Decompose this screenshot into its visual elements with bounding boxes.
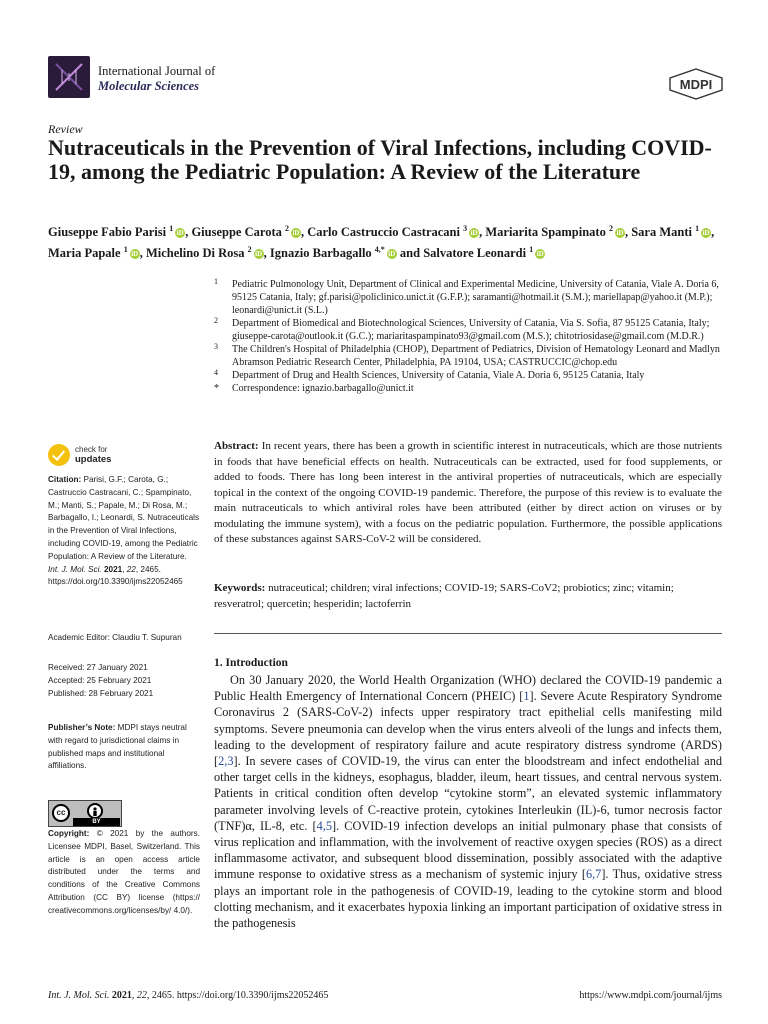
section-divider: [214, 633, 722, 634]
citation-block: Citation: Parisi, G.F.; Carota, G.; Castruccio Castracani, C.; Spampinato, M.; Manti, S.; Papale, M.; Di Rosa, M.; Barbagallo, I.; Leonardi, S. Nutraceuticals in the Prevention of Viral Infections, including COVID-19, among the Pediatric Population: A Review of the Literature. Int. J. Mol. Sci. 2021, 22, 2465. https://doi.org/10.3390/ijms22052465: [48, 475, 200, 587]
affiliation-item: [214, 317, 734, 343]
author-affiliation-number: 1: [169, 224, 174, 233]
author-name[interactable]: Michelino Di Rosa $^2$iD: [145, 245, 263, 261]
affiliation-item: [214, 382, 734, 395]
citation-reference-link[interactable]: 6,7: [585, 867, 602, 882]
attribution-person-icon: [87, 803, 103, 819]
author-affiliation-number: 2: [247, 245, 252, 255]
footer-citation: Int. J. Mol. Sci. 2021, 22, 2465. https://doi.org/10.3390/ijms22052465: [48, 990, 329, 1001]
author-list: Giuseppe Fabio Parisi $^1$iD , Giuseppe Carota $^2$iD , Carlo Castruccio Castracani $^3$iD , Mariarita Spampinato $^2$iD , Sara Manti $^1$iD , Maria Papale $^1$iD , Michelino Di Rosa $^2$iD , Ignazio Barbagallo $^{4,*}$iD and Salvatore Leonardi $^1$iD: [48, 224, 715, 261]
author-name[interactable]: Ignazio Barbagallo $^{4,*}$iD: [269, 245, 396, 261]
received-date: Received: 27 January 2021: [48, 663, 148, 672]
published-date: Published: 28 February 2021: [48, 688, 154, 698]
check-updates-line1: check for: [75, 445, 108, 454]
footer-journal: Int. J. Mol. Sci.: [48, 990, 110, 1001]
copyright-label: Copyright:: [48, 829, 90, 838]
author-name[interactable]: Maria Papale $^1$iD: [48, 245, 139, 261]
affiliation-number: 2: [214, 316, 218, 325]
affiliation-number: 1: [214, 277, 218, 286]
orcid-icon[interactable]: iD: [292, 229, 300, 238]
keywords-text: nutraceutical; children; viral infections; COVID-19; SARS-CoV2; probiotics; zinc; vitamin; resveratrol; quercetin; hesperidin; lactoferrin: [214, 582, 674, 610]
accepted-date: Accepted: 25 February 2021: [48, 675, 152, 685]
footer-doi[interactable]: , 2465. https://doi.org/10.3390/ijms22052465: [146, 990, 329, 1001]
orcid-icon[interactable]: iD: [131, 250, 139, 259]
publishers-note-label: Publisher’s Note:: [48, 723, 116, 732]
author-affiliation-number: 2: [608, 224, 613, 233]
orcid-icon[interactable]: iD: [536, 250, 544, 259]
author-affiliation-number: 3: [463, 224, 468, 233]
cc-icon: cc: [52, 804, 70, 822]
author-affiliation-number: 4,*: [374, 245, 385, 255]
affiliations: [214, 278, 734, 395]
check-updates-icon: [48, 444, 70, 466]
citation-journal: Int. J. Mol. Sci.: [48, 564, 102, 574]
author-affiliation-number: 1: [695, 224, 700, 233]
author-affiliation-number: 1: [123, 245, 128, 255]
section-heading-introduction: 1. Introduction: [214, 657, 288, 669]
abstract-label: Abstract:: [214, 440, 259, 452]
publishers-note-text: MDPI stays neutral with regard to jurisdictional claims in published maps and institutional affiliations.: [48, 723, 187, 771]
author-name[interactable]: Giuseppe Carota $^2$iD: [191, 224, 300, 240]
affiliation-text: Correspondence: ignazio.barbagallo@unict.it: [232, 383, 414, 394]
journal-name-line2: Molecular Sciences: [98, 79, 200, 93]
affiliation-item: [214, 369, 734, 382]
affiliation-text: Pediatric Pulmonology Unit, Department of Clinical and Experimental Medicine, University of Catania, Viale A. Doria 6, 95125 Catania, Italy; gf.parisi@policlinico.unict.it (G.F.P.); saramanti@hotmail.it (S.M.); mariellapap@yahoo.it (M.P.); leonardi@unict.it (S.L.): [232, 279, 719, 316]
citation-year: 2021: [103, 564, 123, 574]
academic-editor: Academic Editor: Claudiu T. Supuran: [48, 633, 182, 642]
citation-label: Citation:: [48, 475, 82, 484]
abstract: [214, 439, 722, 548]
footer-volume: 22: [136, 990, 147, 1001]
author-name[interactable]: Mariarita Spampinato $^2$iD: [485, 224, 624, 240]
affiliation-text: The Children's Hospital of Philadelphia (CHOP), Department of Pediatrics, Division of Hematology Leonard and Madlyn Abramson Pediatric Research Center, Philadelphia, PA 19104, USA; CASTRUCCIC@chop.edu: [232, 344, 720, 368]
orcid-icon[interactable]: iD: [616, 229, 624, 238]
journal-name-line1: International Journal of: [98, 64, 216, 78]
author-affiliation-number: 1: [529, 245, 534, 255]
footer-journal-url[interactable]: https://www.mdpi.com/journal/ijms: [579, 990, 722, 1001]
publishers-note: [48, 722, 200, 773]
affiliation-text: Department of Biomedical and Biotechnological Sciences, University of Catania, Via S. Sofia, 87 95125 Catania, Italy; giuseppe-carota@outlook.it (G.C.); mariaritaspampinato93@gmail.com (M.S.); chitotriosidase@gmail.com (M.D.R.): [232, 318, 710, 342]
citation-reference-link[interactable]: 1: [523, 689, 530, 704]
citation-reference-link[interactable]: 2,3: [218, 754, 234, 769]
cc-by-license-logo[interactable]: [48, 800, 122, 827]
orcid-icon[interactable]: iD: [388, 250, 396, 259]
check-updates-line2: updates: [75, 454, 112, 465]
abstract-text: In recent years, there has been a growth in scientific interest in nutraceuticals, which are those nutrients in foods that have beneficial effects on health. Nutraceuticals can be extracted, used for food supplements, or added to foods. There has long been interest in the antiviral properties of nutraceuticals, which are especially topical in the context of the ongoing COVID-19 pandemic. Therefore, the purpose of this review is to evaluate the main nutraceuticals to which antiviral roles have been attributed (either by direct action on viruses or by modulating the immune system), with a focus on the pediatric population. Furthermore, the possible applications of these substances against SARS-CoV-2 will be considered.: [214, 440, 722, 545]
affiliation-item: [214, 343, 734, 369]
citation-volume: 22: [126, 564, 136, 574]
check-for-updates-badge[interactable]: [48, 444, 168, 470]
citation-text: Parisi, G.F.; Carota, G.; Castruccio Castracani, C.; Spampinato, M.; Manti, S.; Papale, M.; Di Rosa, M.; Barbagallo, I.; Leonardi, S. Nutraceuticals in the Prevention of Viral Infections, including COVID-19, among the Pediatric Population: A Review of the Literature.: [48, 475, 200, 561]
article-title: Nutraceuticals in the Prevention of Viral Infections, including COVID-19, among the Pediatric Population: A Review of the Literature: [48, 135, 712, 184]
copyright-text: © 2021 by the authors. Licensee MDPI, Basel, Switzerland. This article is an open access article distributed under the terms and conditions of the Creative Commons Attribution (CC BY) license (https:// creativecommons.org/licenses/by/ 4.0/).: [48, 829, 200, 915]
citation-reference-link[interactable]: 4,5: [316, 818, 333, 833]
affiliation-text: Department of Drug and Health Sciences, University of Catania, Viale A. Doria 6, 95125 Catania, Italy: [232, 370, 645, 381]
keywords-label: Keywords:: [214, 582, 266, 594]
author-name[interactable]: Sara Manti $^1$iD: [631, 224, 710, 240]
orcid-icon[interactable]: iD: [470, 229, 478, 238]
authors-and: and: [396, 246, 424, 261]
author-affiliation-number: 2: [284, 224, 289, 233]
cc-by-label: BY: [73, 818, 120, 826]
journal-logo: [48, 56, 90, 98]
dates-block: [48, 662, 200, 700]
orcid-icon[interactable]: iD: [255, 250, 263, 259]
affiliation-number: 4: [214, 368, 218, 377]
orcid-icon[interactable]: iD: [176, 229, 184, 238]
journal-name: [98, 64, 215, 94]
affiliation-number: 3: [214, 342, 218, 351]
keywords: [214, 581, 722, 612]
author-name[interactable]: Giuseppe Fabio Parisi $^1$iD: [48, 224, 184, 240]
publisher-name: MDPI: [679, 77, 713, 92]
author-name[interactable]: Salvatore Leonardi $^1$iD: [423, 245, 544, 261]
affiliation-item: [214, 278, 734, 317]
introduction-body: On 30 January 2020, the World Health Organization (WHO) declared the COVID-19 pandemic a Public Health Emergency of International Concern (PHEIC) [1]. Severe Acute Respiratory Syndrome Coronavirus 2 (SARS-CoV-2) infects upper respiratory tract epithelial cells manifesting mild symptoms. Severe pneumonia can develop when the virus enters alveoli of the lungs and infects them, leading to the development of respiratory failure and acute respiratory distress syndrome (ARDS) [2,3]. In severe cases of COVID-19, the virus can enter the bloodstream and infect endothelial and other target cells in the kidneys, esophagus, bladder, ileum, heart tissues, and central nervous system. Patients in critical condition often develop “cytokine storm”, an elevated systemic inflammatory parameter involving levels of C-reactive protein, cytokines Interleukin (IL)-6, tumor necrosis factor (TNF)α, IL-8, etc. [4,5]. COVID-19 infection develops an initial pulmonary phase that consists of virus replication and inflammation, with the involvement of reactive oxygen species (ROS) as a direct inflammasome activator, and subsequent blood dissemination, possibly associated with the adaptive immune response to oxidative stress as a mechanism of systemic injury [6,7]. Thus, oxidative stress plays an important role in the pathogenesis of COVID-19, leading to the cytokine storm and blood clotting mechanism, and it exacerbates hypoxia linking an important participation of oxidative stress in the pathogenesis: [214, 673, 723, 931]
author-name[interactable]: Carlo Castruccio Castracani $^3$iD: [307, 224, 478, 240]
copyright-block: [48, 828, 200, 918]
orcid-icon[interactable]: iD: [702, 229, 710, 238]
footer-year: 2021: [111, 990, 132, 1001]
mdpi-logo: [668, 68, 724, 105]
article-type: Review: [48, 122, 83, 136]
affiliation-number: *: [214, 383, 219, 394]
citation-doi[interactable]: , 2465. https://doi.org/10.3390/ijms22052465: [48, 564, 183, 587]
